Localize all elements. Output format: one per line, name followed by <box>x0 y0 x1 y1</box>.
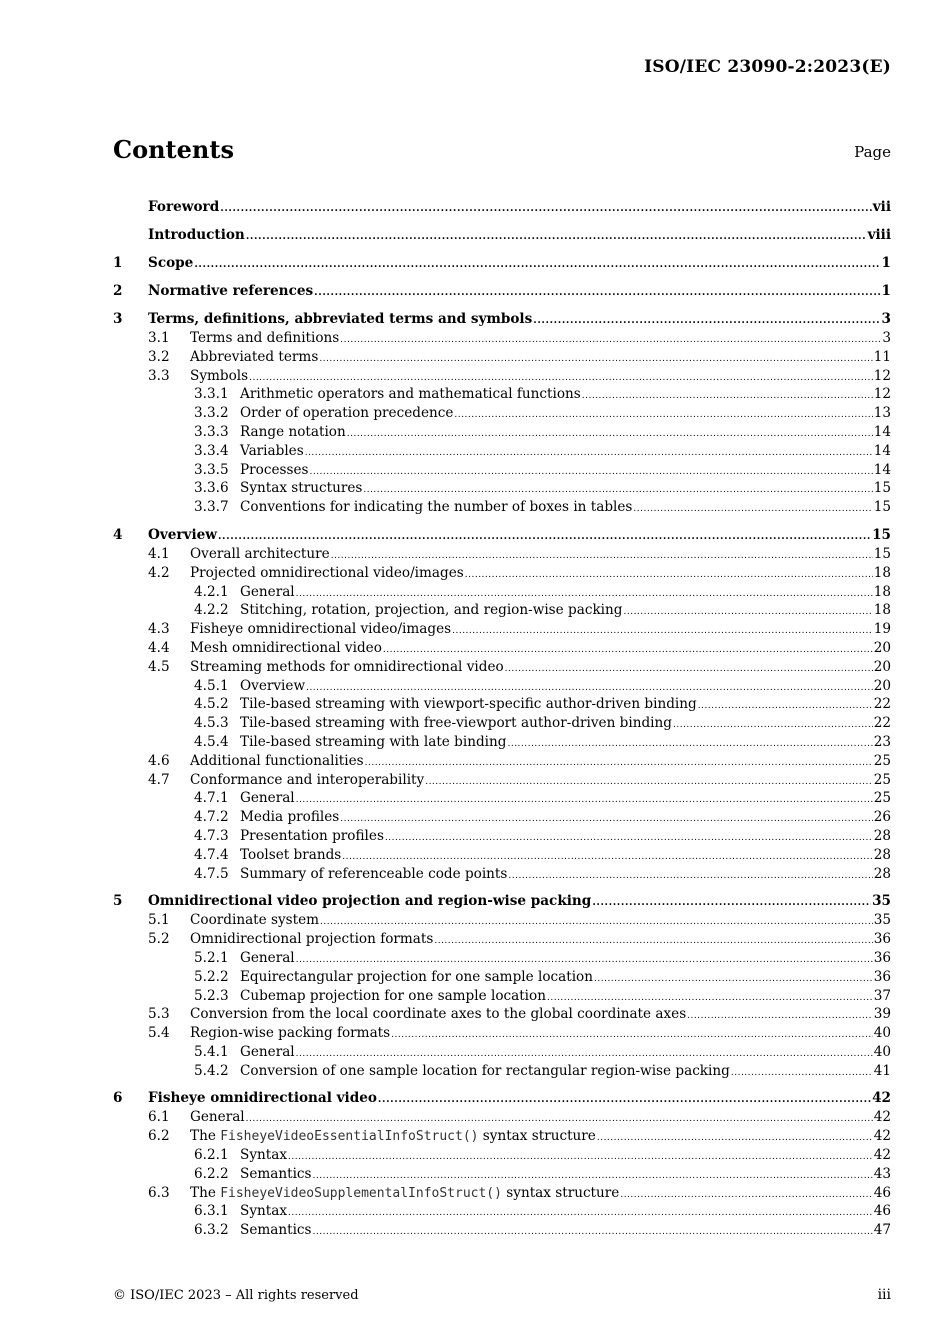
toc-entry-number: 4.7.5 <box>194 865 229 882</box>
contents-heading: Contents <box>113 135 234 164</box>
toc-leader-dots <box>220 204 872 214</box>
toc-entry-page: 28 <box>873 865 891 882</box>
toc-entry-number: 4.2 <box>148 564 170 581</box>
toc-entry[interactable] <box>113 987 891 1006</box>
toc-leader-dots <box>378 1095 871 1105</box>
toc-entry-page: 42 <box>873 1128 891 1145</box>
toc-entry-title: Tile-based streaming with free-viewport author-driven binding <box>240 715 672 732</box>
toc-entry[interactable] <box>113 226 891 245</box>
toc-entry-title: Omnidirectional video projection and region-wise packing <box>148 893 592 910</box>
toc-leader-dots <box>347 430 873 439</box>
toc-entry-number: 5.4 <box>148 1025 170 1042</box>
toc-entry[interactable] <box>113 479 891 498</box>
toc-entry-number: 6.3.2 <box>194 1222 229 1239</box>
toc-entry-title: Syntax <box>240 1147 287 1164</box>
toc-entry-title: Fisheye omnidirectional video/images <box>190 621 452 638</box>
toc-entry-title: Abbreviated terms <box>190 348 319 365</box>
toc-entry-page: 3 <box>881 311 891 327</box>
toc-entry-number: 3.3.6 <box>194 480 229 497</box>
toc-entry-title-code: FisheyeVideoSupplementalInfoStruct() <box>220 1185 502 1201</box>
toc-leader-dots <box>288 1153 873 1162</box>
toc-leader-dots <box>505 665 873 674</box>
toc-entry-number: 4.2.2 <box>194 602 229 619</box>
toc-entry[interactable] <box>113 930 891 949</box>
toc-entry-page: 46 <box>873 1203 891 1220</box>
toc-leader-dots <box>673 721 873 730</box>
toc-entry[interactable] <box>113 367 891 386</box>
toc-entry-title: General <box>240 949 295 966</box>
toc-leader-dots <box>434 937 872 946</box>
toc-entry[interactable] <box>113 1165 891 1184</box>
toc-entry[interactable] <box>113 911 891 930</box>
toc-entry-number: 4.5 <box>148 658 170 675</box>
toc-entry-number: 3.3.7 <box>194 499 229 516</box>
toc-entry[interactable] <box>113 733 891 752</box>
toc-entry[interactable] <box>113 601 891 620</box>
toc-entry-number: 6.2 <box>148 1128 170 1145</box>
toc-entry[interactable] <box>113 526 891 545</box>
toc-entry-number: 1 <box>113 255 123 271</box>
toc-entry-page: 42 <box>873 1147 891 1164</box>
toc-entry-page: viii <box>867 227 891 243</box>
toc-entry[interactable] <box>113 846 891 865</box>
toc-entry[interactable] <box>113 808 891 827</box>
toc-entry-page: 12 <box>873 386 891 403</box>
toc-entry-title-prefix: The <box>190 1184 221 1201</box>
toc-entry-page: 25 <box>873 790 891 807</box>
toc-leader-dots <box>582 392 873 401</box>
toc-entry-number: 4.5.4 <box>194 733 229 750</box>
toc-entry-title: Mesh omnidirectional video <box>190 639 382 656</box>
toc-entry[interactable] <box>113 423 891 442</box>
toc-entry[interactable] <box>113 385 891 404</box>
toc-entry[interactable] <box>113 827 891 846</box>
toc-entry-title: Conversion of one sample location for rectangular region-wise packing <box>240 1062 730 1079</box>
toc-entry-page: 15 <box>873 499 891 516</box>
toc-entry[interactable] <box>113 658 891 677</box>
toc-entry-page: 42 <box>872 1090 891 1107</box>
toc-entry[interactable] <box>113 620 891 639</box>
toc-leader-dots <box>340 815 872 824</box>
toc-leader-dots <box>507 740 872 749</box>
toc-entry-number: 3 <box>113 311 123 327</box>
toc-leader-dots <box>365 759 873 768</box>
toc-entry[interactable] <box>113 1043 891 1062</box>
toc-entry-title: Syntax structures <box>240 480 363 497</box>
toc-entry-title: Terms, definitions, abbreviated terms and symbols <box>148 311 533 327</box>
toc-entry[interactable] <box>113 1089 891 1108</box>
toc-entry-title: General <box>240 583 295 600</box>
toc-entry-number: 4.1 <box>148 545 170 562</box>
toc-entry-number: 3.3.5 <box>194 461 229 478</box>
toc-entry-page: 18 <box>873 583 891 600</box>
toc-leader-dots <box>296 1050 873 1059</box>
toc-entry-page: 1 <box>881 283 891 299</box>
toc-entry-number: 6.3 <box>148 1184 170 1201</box>
toc-entry-page: 14 <box>873 461 891 478</box>
toc-entry-title: Normative references <box>148 283 314 299</box>
toc-entry[interactable] <box>113 789 891 808</box>
toc-entry-page: 46 <box>873 1184 891 1201</box>
toc-leader-dots <box>296 590 873 599</box>
toc-entry[interactable] <box>113 1202 891 1221</box>
toc-entry-title: General <box>240 790 295 807</box>
toc-entry-title: Variables <box>240 442 304 459</box>
toc-leader-dots <box>319 355 872 364</box>
toc-leader-dots <box>218 532 871 542</box>
toc-entry[interactable] <box>113 771 891 790</box>
toc-entry-page: 19 <box>873 621 891 638</box>
toc-entry-number: 4 <box>113 526 123 543</box>
toc-leader-dots <box>296 796 873 805</box>
toc-entry-title: Conventions for indicating the number of boxes in tables <box>240 499 633 516</box>
toc-entry-page: 35 <box>872 893 891 910</box>
toc-entry[interactable] <box>113 1108 891 1127</box>
toc-entry-number: 6.3.1 <box>194 1203 229 1220</box>
toc-entry-number: 3.2 <box>148 348 170 365</box>
toc-entry-number: 6.2.2 <box>194 1165 229 1182</box>
toc-entry-number: 4.3 <box>148 621 170 638</box>
toc-entry[interactable] <box>113 1221 891 1240</box>
toc-leader-dots <box>246 232 867 242</box>
toc-entry-title: Streaming methods for omnidirectional video <box>190 658 504 675</box>
toc-leader-dots <box>687 1012 873 1021</box>
toc-entry-number: 4.7.2 <box>194 809 229 826</box>
toc-entry[interactable] <box>113 1146 891 1165</box>
toc-entry[interactable] <box>113 198 891 217</box>
toc-entry[interactable] <box>113 1005 891 1024</box>
toc-entry-title-prefix: The <box>190 1128 221 1145</box>
toc-entry-page: 11 <box>873 348 891 365</box>
toc-leader-dots <box>452 627 873 636</box>
toc-leader-dots <box>249 374 873 383</box>
toc-leader-dots <box>425 778 872 787</box>
toc-leader-dots <box>465 571 873 580</box>
toc-entry-title: Tile-based streaming with viewport-specific author-driven binding <box>240 696 697 713</box>
toc-leader-dots <box>320 918 873 927</box>
toc-entry-page: 36 <box>873 931 891 948</box>
toc-leader-dots <box>391 1031 873 1040</box>
toc-entry[interactable] <box>113 677 891 696</box>
toc-entry-number: 4.4 <box>148 639 170 656</box>
toc-entry-title: General <box>240 1043 295 1060</box>
toc-entry[interactable] <box>113 348 891 367</box>
toc-entry-title <box>190 1127 596 1147</box>
toc-entry-page: 20 <box>873 677 891 694</box>
toc-entry[interactable] <box>113 1062 891 1081</box>
toc-entry-page: 14 <box>873 442 891 459</box>
copyright-notice: © ISO/IEC 2023 – All rights reserved <box>113 1288 359 1303</box>
toc-leader-dots <box>533 316 880 326</box>
toc-entry-page: 36 <box>873 968 891 985</box>
toc-entry-page: 22 <box>873 715 891 732</box>
toc-entry-number: 5.2.2 <box>194 968 229 985</box>
page-number: iii <box>877 1287 891 1303</box>
toc-entry-title: Syntax <box>240 1203 287 1220</box>
toc-entry-page: 18 <box>873 564 891 581</box>
toc-entry-title: Overall architecture <box>190 545 330 562</box>
toc-entry-title: Omnidirectional projection formats <box>190 931 434 948</box>
toc-entry-number: 4.5.2 <box>194 696 229 713</box>
toc-entry-number: 6.2.1 <box>194 1147 229 1164</box>
toc-entry-title: Media profiles <box>240 809 340 826</box>
toc-entry-page: 12 <box>873 367 891 384</box>
toc-leader-dots <box>594 975 873 984</box>
toc-entry[interactable] <box>113 752 891 771</box>
toc-entry-page: 3 <box>882 330 891 346</box>
toc-leader-dots <box>331 552 873 561</box>
toc-entry-title: Scope <box>148 255 194 271</box>
toc-leader-dots <box>314 288 880 298</box>
toc-entry-page: vii <box>872 199 891 215</box>
toc-leader-dots <box>597 1134 873 1143</box>
toc-entry-title-code: FisheyeVideoEssentialInfoStruct() <box>220 1129 479 1145</box>
toc-entry-page: 35 <box>873 912 891 929</box>
toc-entry[interactable] <box>113 1127 891 1146</box>
toc-entry-number: 5 <box>113 893 123 910</box>
toc-entry-number: 3.3.1 <box>194 386 229 403</box>
toc-entry[interactable] <box>113 892 891 911</box>
toc-entry-number: 5.4.1 <box>194 1043 229 1060</box>
toc-leader-dots <box>306 684 873 693</box>
toc-entry-page: 47 <box>873 1222 891 1239</box>
toc-entry-number: 3.1 <box>148 330 170 346</box>
toc-leader-dots <box>592 898 871 908</box>
toc-entry-title: Order of operation precedence <box>240 405 454 422</box>
toc-entry-number: 5.2 <box>148 931 170 948</box>
toc-entry-page: 39 <box>873 1006 891 1023</box>
page-column-label: Page <box>854 143 891 161</box>
toc-leader-dots <box>288 1209 873 1218</box>
toc-entry-number: 3.3.3 <box>194 423 229 440</box>
toc-leader-dots <box>454 411 872 420</box>
toc-entry-number: 4.5.1 <box>194 677 229 694</box>
toc-entry[interactable] <box>113 442 891 461</box>
toc-entry-title: Presentation profiles <box>240 827 384 844</box>
toc-entry-page: 41 <box>873 1062 891 1079</box>
toc-entry-title: Conversion from the local coordinate axes to the global coordinate axes <box>190 1006 687 1023</box>
toc-entry-number: 4.7.4 <box>194 846 229 863</box>
toc-entry-title: Conformance and interoperability <box>190 771 425 788</box>
toc-entry[interactable] <box>113 310 891 329</box>
toc-entry-number: 4.7.3 <box>194 827 229 844</box>
toc-entry-number: 4.5.3 <box>194 715 229 732</box>
toc-leader-dots <box>731 1069 873 1078</box>
toc-entry[interactable] <box>113 1024 891 1043</box>
toc-leader-dots <box>313 1228 873 1237</box>
toc-entry[interactable] <box>113 865 891 884</box>
toc-entry-title: Stitching, rotation, projection, and region-wise packing <box>240 602 623 619</box>
toc-entry-number: 4.7.1 <box>194 790 229 807</box>
toc-entry-page: 26 <box>873 809 891 826</box>
toc-leader-dots <box>296 956 873 965</box>
toc-entry-title: Coordinate system <box>190 912 320 929</box>
toc-entry-title: Semantics <box>240 1222 312 1239</box>
toc-entry-title: Summary of referenceable code points <box>240 865 508 882</box>
toc-entry[interactable] <box>113 949 891 968</box>
toc-entry-number: 5.2.1 <box>194 949 229 966</box>
toc-entry-page: 25 <box>873 752 891 769</box>
toc-entry-page: 28 <box>873 846 891 863</box>
toc-leader-dots <box>313 1172 873 1181</box>
toc-entry-title: Processes <box>240 461 309 478</box>
toc-entry-page: 23 <box>873 733 891 750</box>
toc-entry-page: 22 <box>873 696 891 713</box>
toc-entry-page: 25 <box>873 771 891 788</box>
toc-entry-number: 6.1 <box>148 1109 170 1126</box>
toc-entry-page: 15 <box>873 545 891 562</box>
toc-entry[interactable] <box>113 498 891 517</box>
toc-entry[interactable] <box>113 404 891 423</box>
toc-entry-number: 4.6 <box>148 752 170 769</box>
toc-entry-page: 14 <box>873 423 891 440</box>
toc-entry-number: 6 <box>113 1090 123 1107</box>
toc-entry-page: 18 <box>873 602 891 619</box>
toc-entry-page: 40 <box>873 1025 891 1042</box>
toc-entry-title: Tile-based streaming with late binding <box>240 733 507 750</box>
table-of-contents <box>113 198 891 1240</box>
toc-entry[interactable] <box>113 329 891 348</box>
toc-entry-title: Overview <box>148 526 217 543</box>
toc-entry-page: 1 <box>881 255 891 271</box>
toc-entry-title: Projected omnidirectional video/images <box>190 564 464 581</box>
toc-entry[interactable] <box>113 714 891 733</box>
toc-entry-title: General <box>190 1109 245 1126</box>
toc-entry-number: 3.3.4 <box>194 442 229 459</box>
toc-entry[interactable] <box>113 461 891 480</box>
toc-leader-dots <box>633 505 872 514</box>
toc-leader-dots <box>620 1191 872 1200</box>
toc-entry-title: Arithmetic operators and mathematical functions <box>240 386 581 403</box>
toc-entry-title: Overview <box>240 677 306 694</box>
toc-entry-title-suffix: syntax structure <box>501 1184 620 1201</box>
toc-entry-number: 2 <box>113 283 123 299</box>
toc-entry-page: 15 <box>873 480 891 497</box>
toc-entry-page: 37 <box>873 987 891 1004</box>
toc-entry-number: 5.3 <box>148 1006 170 1023</box>
toc-entry-page: 28 <box>873 827 891 844</box>
toc-entry-title: Symbols <box>190 367 249 384</box>
toc-entry[interactable] <box>113 968 891 987</box>
toc-entry-page: 13 <box>873 405 891 422</box>
toc-entry-page: 42 <box>873 1109 891 1126</box>
toc-entry[interactable] <box>113 583 891 602</box>
toc-leader-dots <box>342 853 872 862</box>
toc-entry-page: 43 <box>873 1165 891 1182</box>
toc-entry-title: Terms and definitions <box>190 330 340 346</box>
toc-leader-dots <box>363 486 872 495</box>
toc-entry[interactable] <box>113 639 891 658</box>
toc-entry-title: Region-wise packing formats <box>190 1025 391 1042</box>
toc-entry-title-suffix: syntax structure <box>478 1128 596 1145</box>
toc-entry[interactable] <box>113 695 891 714</box>
toc-entry-title: Additional functionalities <box>190 752 364 769</box>
toc-entry-page: 40 <box>873 1043 891 1060</box>
toc-leader-dots <box>309 468 872 477</box>
toc-leader-dots <box>305 449 873 458</box>
toc-entry-title: Equirectangular projection for one sample location <box>240 968 593 985</box>
toc-entry-number: 5.2.3 <box>194 987 229 1004</box>
toc-leader-dots <box>246 1115 873 1124</box>
toc-entry-number: 5.1 <box>148 912 170 929</box>
toc-leader-dots <box>340 336 881 345</box>
toc-entry[interactable] <box>113 254 891 273</box>
toc-entry-title: Toolset brands <box>240 846 342 863</box>
toc-entry-title: Semantics <box>240 1165 312 1182</box>
toc-entry-title: Fisheye omnidirectional video <box>148 1090 377 1107</box>
toc-entry-title: Range notation <box>240 423 346 440</box>
toc-entry-number: 3.3.2 <box>194 405 229 422</box>
toc-entry-number: 4.2.1 <box>194 583 229 600</box>
toc-entry[interactable] <box>113 282 891 301</box>
toc-entry-page: 36 <box>873 949 891 966</box>
toc-entry[interactable] <box>113 545 891 564</box>
toc-entry-title: Introduction <box>148 227 245 243</box>
toc-entry-title: Foreword <box>148 199 220 215</box>
toc-entry-title: Cubemap projection for one sample location <box>240 987 546 1004</box>
toc-leader-dots <box>698 702 873 711</box>
toc-entry[interactable] <box>113 1184 891 1203</box>
toc-leader-dots <box>385 834 873 843</box>
toc-leader-dots <box>623 608 872 617</box>
toc-entry-number: 3.3 <box>148 367 170 384</box>
toc-leader-dots <box>194 260 880 270</box>
toc-leader-dots <box>508 872 872 881</box>
toc-entry-page: 20 <box>873 639 891 656</box>
toc-leader-dots <box>547 994 873 1003</box>
toc-entry-number: 4.7 <box>148 771 170 788</box>
toc-entry-page: 20 <box>873 658 891 675</box>
toc-entry[interactable] <box>113 564 891 583</box>
document-identifier: ISO/IEC 23090-2:2023(E) <box>644 57 891 77</box>
toc-leader-dots <box>383 646 873 655</box>
toc-entry-page: 15 <box>872 526 891 543</box>
toc-entry-title <box>190 1184 619 1204</box>
toc-entry-number: 5.4.2 <box>194 1062 229 1079</box>
